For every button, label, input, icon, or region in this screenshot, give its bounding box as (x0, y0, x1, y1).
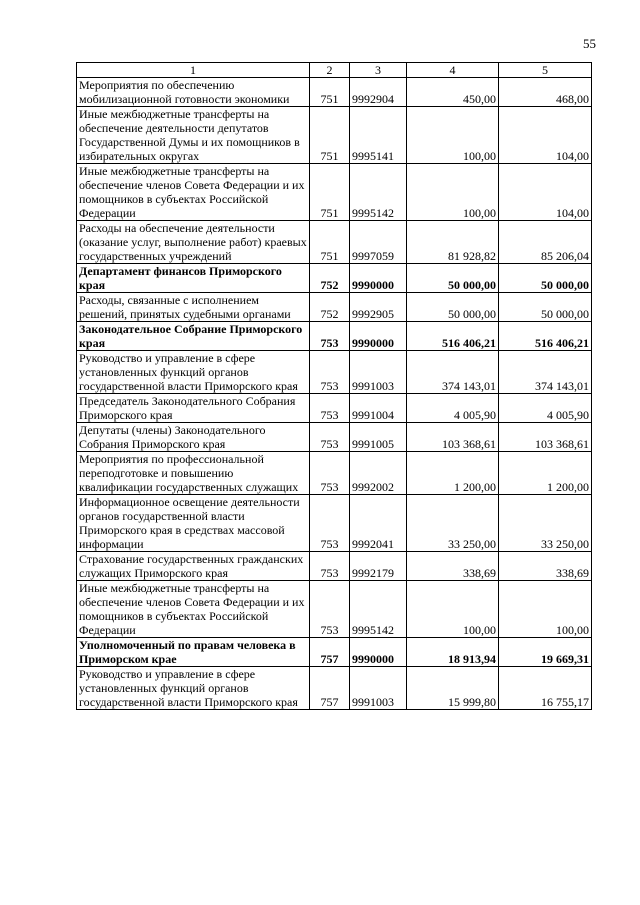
table-body (77, 78, 592, 710)
header-col-1: 1 (77, 63, 310, 78)
row-year1-amount-cell: 50 000,00 (407, 293, 499, 322)
row-department-code-cell: 753 (310, 351, 350, 394)
row-year2-amount-cell: 516 406,21 (499, 322, 592, 351)
row-year2-amount-cell: 374 143,01 (499, 351, 592, 394)
row-name-cell: Расходы на обеспечение деятельности (оказание услуг, выполнение работ) краевых государственных учреждений (77, 221, 310, 264)
row-year1-amount-cell: 103 368,61 (407, 423, 499, 452)
row-year1-amount-cell: 1 200,00 (407, 452, 499, 495)
row-department-code-cell: 757 (310, 667, 350, 710)
row-year1-amount-cell: 338,69 (407, 552, 499, 581)
row-department-code-cell: 751 (310, 164, 350, 221)
row-department-code-cell: 753 (310, 452, 350, 495)
table-row (77, 581, 592, 638)
table-row (77, 638, 592, 667)
row-article-code-cell: 9995141 (350, 107, 407, 164)
row-year2-amount-cell: 16 755,17 (499, 667, 592, 710)
row-year1-amount-cell: 374 143,01 (407, 351, 499, 394)
header-col-3: 3 (350, 63, 407, 78)
row-year2-amount-cell: 100,00 (499, 581, 592, 638)
row-article-code-cell: 9997059 (350, 221, 407, 264)
row-name-cell: Страхование государственных гражданских служащих Приморского края (77, 552, 310, 581)
row-year2-amount-cell: 104,00 (499, 164, 592, 221)
budget-table (76, 62, 592, 710)
row-department-code-cell: 753 (310, 423, 350, 452)
row-department-code-cell: 757 (310, 638, 350, 667)
row-article-code-cell: 9995142 (350, 581, 407, 638)
row-year2-amount-cell: 104,00 (499, 107, 592, 164)
row-name-cell: Информационное освещение деятельности органов государственной власти Приморского края в средствах массовой информации (77, 495, 310, 552)
row-year1-amount-cell: 516 406,21 (407, 322, 499, 351)
row-department-code-cell: 753 (310, 322, 350, 351)
header-col-4: 4 (407, 63, 499, 78)
row-year2-amount-cell: 103 368,61 (499, 423, 592, 452)
row-article-code-cell: 9990000 (350, 322, 407, 351)
table-row (77, 495, 592, 552)
row-article-code-cell: 9992041 (350, 495, 407, 552)
row-name-cell: Иные межбюджетные трансферты на обеспечение деятельности депутатов Государственной Думы и их помощников в избирательных округах (77, 107, 310, 164)
row-article-code-cell: 9992002 (350, 452, 407, 495)
row-year1-amount-cell: 81 928,82 (407, 221, 499, 264)
row-article-code-cell: 9992904 (350, 78, 407, 107)
row-year1-amount-cell: 15 999,80 (407, 667, 499, 710)
row-department-code-cell: 753 (310, 495, 350, 552)
row-article-code-cell: 9991003 (350, 351, 407, 394)
row-department-code-cell: 751 (310, 221, 350, 264)
header-row (77, 63, 592, 78)
row-department-code-cell: 752 (310, 264, 350, 293)
row-year2-amount-cell: 85 206,04 (499, 221, 592, 264)
row-article-code-cell: 9995142 (350, 164, 407, 221)
header-col-5: 5 (499, 63, 592, 78)
row-name-cell: Депутаты (члены) Законодательного Собрания Приморского края (77, 423, 310, 452)
row-year2-amount-cell: 4 005,90 (499, 394, 592, 423)
row-name-cell: Департамент финансов Приморского края (77, 264, 310, 293)
row-department-code-cell: 753 (310, 581, 350, 638)
row-name-cell: Руководство и управление в сфере установленных функций органов государственной власти Приморского края (77, 667, 310, 710)
row-year1-amount-cell: 450,00 (407, 78, 499, 107)
row-name-cell: Законодательное Собрание Приморского края (77, 322, 310, 351)
row-department-code-cell: 751 (310, 78, 350, 107)
table-row (77, 452, 592, 495)
row-name-cell: Иные межбюджетные трансферты на обеспечение членов Совета Федерации и их помощников в субъектах Российской Федерации (77, 581, 310, 638)
header-col-2: 2 (310, 63, 350, 78)
row-year2-amount-cell: 19 669,31 (499, 638, 592, 667)
page-number: 55 (583, 36, 596, 51)
row-name-cell: Мероприятия по профессиональной переподготовке и повышению квалификации государственных служащих (77, 452, 310, 495)
row-article-code-cell: 9991004 (350, 394, 407, 423)
row-year2-amount-cell: 50 000,00 (499, 293, 592, 322)
row-year1-amount-cell: 100,00 (407, 581, 499, 638)
table-row (77, 78, 592, 107)
table-row (77, 264, 592, 293)
row-year1-amount-cell: 4 005,90 (407, 394, 499, 423)
row-name-cell: Руководство и управление в сфере установленных функций органов государственной власти Приморского края (77, 351, 310, 394)
row-article-code-cell: 9991003 (350, 667, 407, 710)
table-row (77, 423, 592, 452)
table-row (77, 394, 592, 423)
row-article-code-cell: 9992905 (350, 293, 407, 322)
row-department-code-cell: 753 (310, 394, 350, 423)
row-name-cell: Иные межбюджетные трансферты на обеспечение членов Совета Федерации и их помощников в субъектах Российской Федерации (77, 164, 310, 221)
row-name-cell: Расходы, связанные с исполнением решений, принятых судебными органами (77, 293, 310, 322)
row-year2-amount-cell: 338,69 (499, 552, 592, 581)
row-article-code-cell: 9991005 (350, 423, 407, 452)
row-year1-amount-cell: 100,00 (407, 107, 499, 164)
table-row (77, 322, 592, 351)
row-name-cell: Мероприятия по обеспечению мобилизационной готовности экономики (77, 78, 310, 107)
table-row (77, 552, 592, 581)
row-article-code-cell: 9992179 (350, 552, 407, 581)
row-year1-amount-cell: 50 000,00 (407, 264, 499, 293)
row-year2-amount-cell: 468,00 (499, 78, 592, 107)
table-row (77, 107, 592, 164)
table-row (77, 164, 592, 221)
row-year1-amount-cell: 18 913,94 (407, 638, 499, 667)
row-article-code-cell: 9990000 (350, 638, 407, 667)
row-department-code-cell: 751 (310, 107, 350, 164)
row-article-code-cell: 9990000 (350, 264, 407, 293)
row-department-code-cell: 753 (310, 552, 350, 581)
table-row (77, 351, 592, 394)
row-year2-amount-cell: 33 250,00 (499, 495, 592, 552)
row-name-cell: Уполномоченный по правам человека в Приморском крае (77, 638, 310, 667)
row-year1-amount-cell: 33 250,00 (407, 495, 499, 552)
row-year2-amount-cell: 50 000,00 (499, 264, 592, 293)
table-row (77, 221, 592, 264)
row-year1-amount-cell: 100,00 (407, 164, 499, 221)
row-department-code-cell: 752 (310, 293, 350, 322)
table-row (77, 667, 592, 710)
row-name-cell: Председатель Законодательного Собрания Приморского края (77, 394, 310, 423)
row-year2-amount-cell: 1 200,00 (499, 452, 592, 495)
table-row (77, 293, 592, 322)
